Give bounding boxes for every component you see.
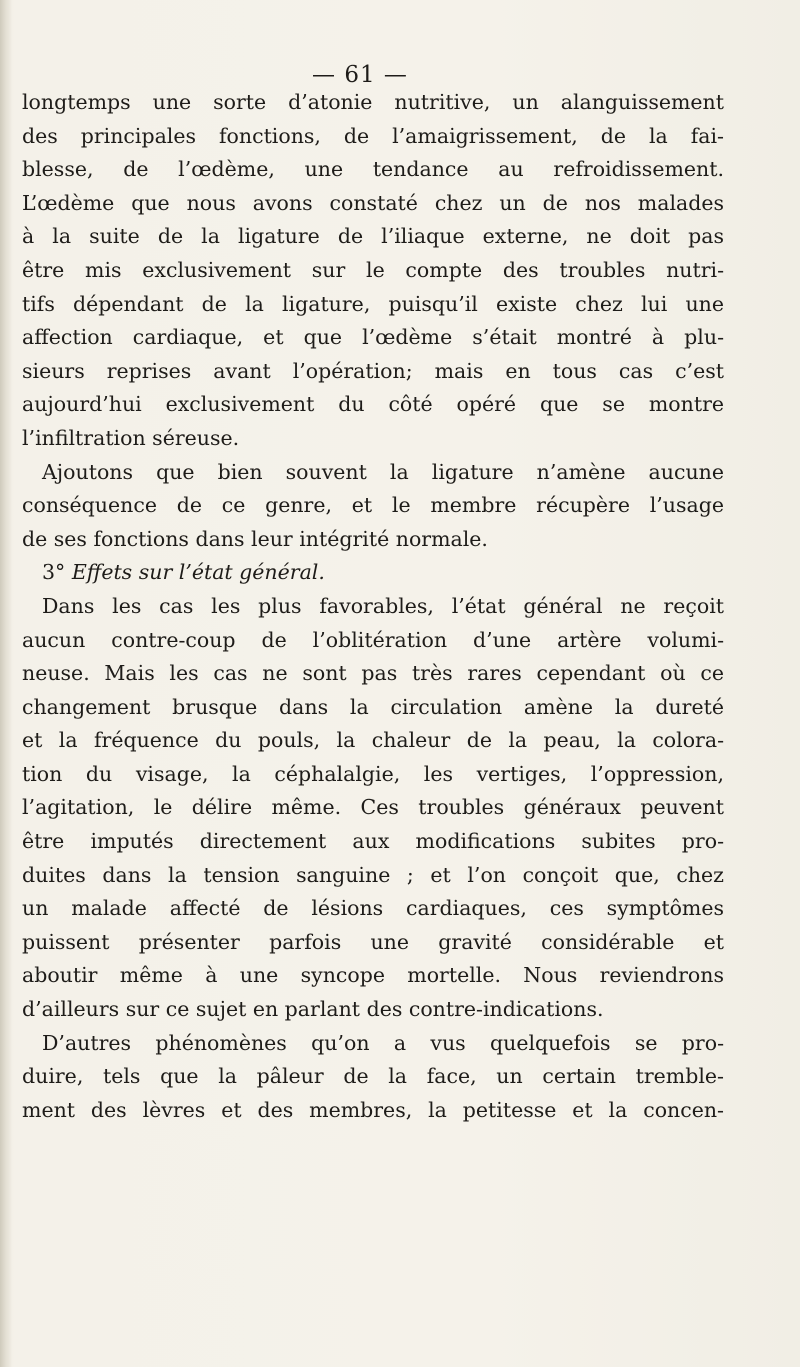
text-line: l’agitation, le délire même. Ces troubles généraux peuvent: [22, 795, 724, 820]
body-text: [22, 86, 724, 1127]
text-line: des principales fonctions, de l’amaigrissement, de la fai-: [22, 123, 724, 148]
text-line: de ses fonctions dans leur intégrité normale.: [22, 526, 488, 551]
text-line: duire, tels que la pâleur de la face, un certain tremble-: [22, 1064, 724, 1089]
section-heading: [22, 556, 724, 590]
text-line: sieurs reprises avant l’opération; mais en tous cas c’est: [22, 358, 724, 383]
text-line: tion du visage, la céphalalgie, les vertiges, l’oppression,: [22, 761, 724, 786]
text-line: blesse, de l’œdème, une tendance au refroidissement.: [22, 157, 724, 182]
text-line: Ajoutons que bien souvent la ligature n’amène aucune: [42, 459, 724, 484]
text-line: L’œdème que nous avons constaté chez un de nos malades: [22, 190, 724, 215]
text-line: un malade affecté de lésions cardiaques, ces symptômes: [22, 896, 724, 921]
binding-shadow: [0, 0, 12, 1367]
text-line: affection cardiaque, et que l’œdème s’était montré à plu-: [22, 325, 724, 350]
text-line: longtemps une sorte d’atonie nutritive, un alanguissement: [22, 90, 724, 114]
section-title: Effets sur l’état général.: [71, 560, 325, 585]
text-line: neuse. Mais les cas ne sont pas très rares cependant où ce: [22, 661, 724, 686]
section-number: 3°: [42, 560, 66, 585]
text-line: aujourd’hui exclusivement du côté opéré que se montre: [22, 392, 724, 417]
text-line: aboutir même à une syncope mortelle. Nous reviendrons: [22, 963, 724, 988]
text-line: à la suite de la ligature de l’iliaque externe, ne doit pas: [22, 224, 724, 249]
text-line: conséquence de ce genre, et le membre récupère l’usage: [22, 493, 724, 518]
text-line: changement brusque dans la circulation amène la dureté: [22, 694, 724, 719]
text-line: l’infiltration séreuse.: [22, 425, 240, 450]
text-line: aucun contre-coup de l’oblitération d’une artère volumi-: [22, 627, 724, 652]
text-line: D’autres phénomènes qu’on a vus quelquefois se pro-: [42, 1030, 724, 1055]
text-line: et la fréquence du pouls, la chaleur de la peau, la colora-: [22, 728, 724, 753]
text-line: tifs dépendant de la ligature, puisqu’il existe chez lui une: [22, 291, 724, 316]
text-line: ment des lèvres et des membres, la petitesse et la concen-: [22, 1097, 724, 1122]
text-line: être imputés directement aux modifications subites pro-: [22, 829, 724, 854]
text-line: puissent présenter parfois une gravité considérable et: [22, 929, 724, 954]
text-line: duites dans la tension sanguine ; et l’on conçoit que, chez: [22, 862, 724, 887]
text-line: Dans les cas les plus favorables, l’état général ne reçoit: [42, 593, 724, 618]
text-line: être mis exclusivement sur le compte des troubles nutri-: [22, 257, 724, 282]
page-number: — 61 —: [312, 62, 408, 88]
text-line: d’ailleurs sur ce sujet en parlant des contre-indications.: [22, 997, 604, 1022]
